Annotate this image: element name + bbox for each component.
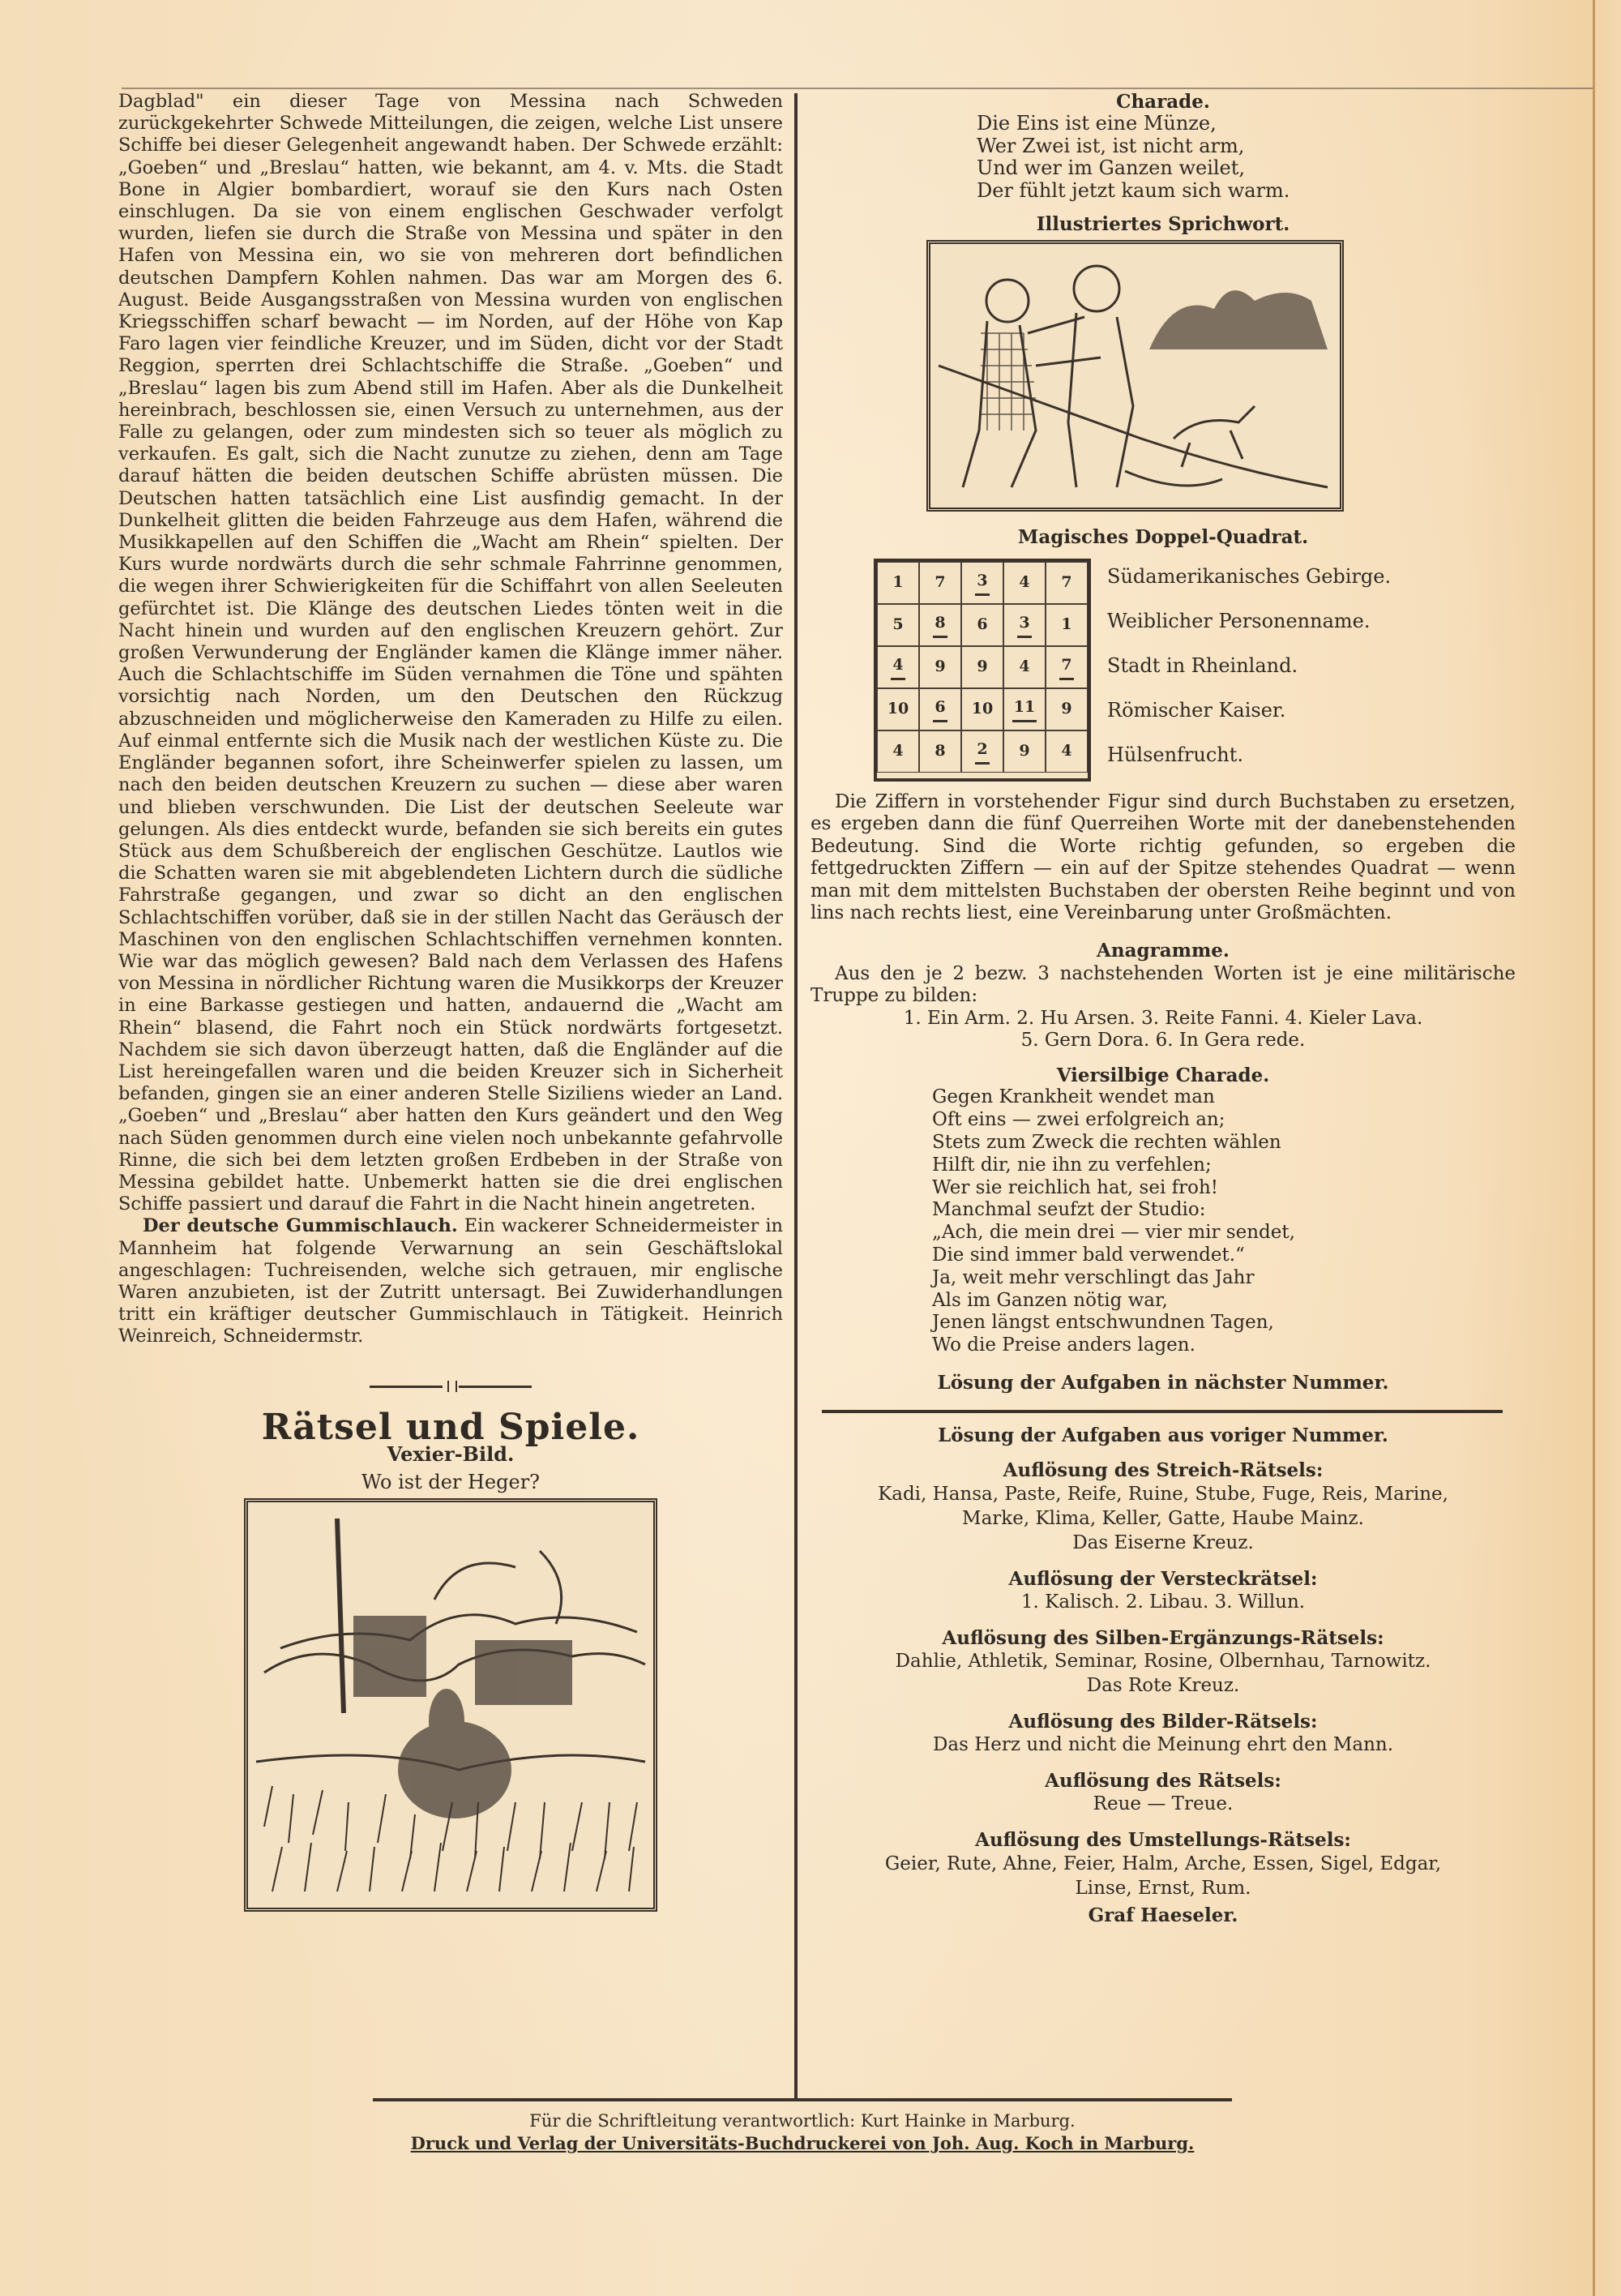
- charade4-line: Stets zum Zweck die rechten wählen: [932, 1132, 1281, 1154]
- magic-square-cell: [919, 688, 961, 730]
- charade4-line: „Ach, die mein drei — vier mir sendet,: [932, 1222, 1295, 1244]
- left-column: [118, 91, 783, 1912]
- charade4-line: Hilft dir, nie ihn zu verfehlen;: [932, 1154, 1212, 1176]
- magic-square-digit: 1: [892, 573, 904, 591]
- magic-square-cell: [877, 730, 919, 773]
- magic-square-cell: [961, 646, 1003, 688]
- bottom-rule: [373, 2098, 1232, 2101]
- magic-square-cell: [1003, 562, 1046, 604]
- vexier-question: Wo ist der Heger?: [361, 1470, 541, 1493]
- magic-square-digit: 4: [892, 742, 904, 760]
- magic-square-digit: 1: [1061, 615, 1072, 633]
- magic-square-digit: 3: [975, 570, 989, 596]
- anagram-title: Anagramme.: [1097, 939, 1230, 962]
- magic-square-explanation: Die Ziffern in vorstehender Figur sind durch Buchstaben zu ersetzen, es ergeben dann die fünf Querreihen Worte mit der danebenstehenden Bedeutung. Sind die Worte richtig gefunden, so ergeben die fettgedruckten Ziffern — ein auf der Spitze stehendes Quadrat — wenn man mit dem mittelsten Buchstaben der obersten Reihe beginnt und von lins nach rechts liest, eine Vereinbarung unter Großmächten.: [810, 790, 1516, 924]
- magic-square-clue: Hülsenfrucht.: [1107, 743, 1244, 766]
- solution-heading: Auflösung des Bilder-Rätsels:: [1008, 1711, 1318, 1733]
- solution-line: 1. Kalisch. 2. Libau. 3. Willun.: [1020, 1591, 1306, 1613]
- magic-square-cell: [1046, 604, 1088, 646]
- charade-line: Wer Zwei ist, ist nicht arm,: [977, 134, 1245, 157]
- magic-square-cell: [1003, 646, 1046, 688]
- solution-line: Linse, Ernst, Rum.: [1075, 1877, 1251, 1899]
- goeben-breslau-article: Dagblad" ein dieser Tage von Messina nach Schweden zurückgekehrter Schwede Mitteilungen, die zeigen, welche List unsere Schiffe bei dieser Gelegenheit angewandt haben. Der Schwede erzählt: „Goeben“ und „Breslau“ hatten, wie bekannt, am 4. v. Mts. die Stadt Bone in Algier bombardiert, worauf sie den Kurs nach Osten einschlugen. Da sie von einem englischen Geschwader verfolgt wurden, liefen sie durch die Straße von Messina und später in den Hafen von Messina ein, wo sie von mehreren dort befindlichen deutschen Dampfern Kohlen nahmen. Das war am Morgen des 6. August. Beide Ausgangsstraßen von Messina wurden von englischen Kriegsschiffen scharf bewacht — im Norden, auf der Höhe von Kap Faro lagen vier feindliche Kreuzer, und im Süden, dicht vor der Stadt Reggion, sperrten drei Schlachtschiffe die Straße. „Goeben“ und „Breslau“ lagen bis zum Abend still im Hafen. Aber als die Dunkelheit hereinbrach, beschlossen sie, einen Versuch zu unternehmen, aus der Falle zu gelangen, oder zum mindesten sich so teuer als möglich zu verkaufen. Es galt, sich die Nacht zunutze zu ziehen, denn am Tage darauf hätten die beiden deutschen Schiffe abrüsten müssen. Die Deutschen hatten tatsächlich eine List ausfindig gemacht. In der Dunkelheit glitten die beiden Fahrzeuge aus dem Hafen, während die Musikkapellen auf den Schiffen die „Wacht am Rhein“ spielten. Der Kurs wurde nordwärts durch die sehr schmale Fahrrinne genommen, die wegen ihrer Schwierigkeiten für die Schiffahrt von allen Seeleuten gefürchtet ist. Die Klänge des deutschen Liedes tönten weit in die Nacht hinein und wurden auf den englischen Kreuzern gehört. Zur großen Verwunderung der Engländer kamen die Klänge immer näher. Auch die Schlachtschiffe im Süden vernahmen die Töne und spähten vorsichtig nach Norden, um den Deutschen den Rückzug abzuschneiden und möglicherweise den Kameraden zu Hilfe zu eilen. Auf einmal entfernte sich die Musik nach der westlichen Küste zu. Die Engländer begannen sofort, ihre Scheinwerfer spielen zu lassen, um nach den beiden deutschen Kreuzern zu suchen — diese aber waren und blieben verschwunden. Die List der deutschen Seeleute war gelungen. Als dies entdeckt wurde, befanden sie sich bereits ein gutes Stück aus dem Schußbereich der englischen Geschütze. Lautlos wie die Schatten waren sie mit abgeblendeten Lichtern durch die südliche Fahrstraße gegangen, und zwar so dicht an den englischen Schlachtschiffen vorüber, daß sie in der stillen Nacht das Geräusch der Maschinen von den englischen Schlachtschiffen vernehmen konnten. Wie war das möglich gewesen? Bald nach dem Verlassen des Hafens von Messina in nördlicher Richtung waren die Musikkorps der Kreuzer in eine Barkasse gestiegen und hatten, andauernd die „Wacht am Rhein“ blasend, die Fahrt noch ein Stück nordwärts fortgesetzt. Nachdem sie sich davon überzeugt hatten, daß die Engländer auf die List hereingefallen waren und die beiden Kreuzer sich in Sicherheit befanden, gingen sie an einer anderen Stelle Siziliens wieder an Land. „Goeben“ und „Breslau“ aber hatten den Kurs geändert und den Weg nach Süden genommen durch eine vielen noch unbekannte gefahrvolle Rinne, die sich bei dem letzten großen Erdbeben in der Straße von Messina gebildet hatte. Unbemerkt hatten sie die drei englischen Schiffe passiert und darauf die Fahrt in die Nacht hinein angetreten.: [118, 91, 783, 1215]
- top-rule: [122, 88, 1593, 89]
- magic-square-cell: [1046, 730, 1088, 773]
- imprint-editor: Für die Schriftleitung verantwortlich: Kurt Hainke in Marburg.: [529, 2111, 1076, 2131]
- magic-square-clue: Stadt in Rheinland.: [1107, 653, 1298, 677]
- magic-square-cell: [1046, 688, 1088, 730]
- section-title: Rätsel und Spiele.: [261, 1406, 640, 1448]
- vexier-title: Vexier-Bild.: [387, 1441, 515, 1466]
- magic-square-title: Magisches Doppel-Quadrat.: [1017, 526, 1309, 549]
- magic-square-grid: [874, 559, 1091, 782]
- magic-square-cell: [877, 688, 919, 730]
- charade4-line: Gegen Krankheit wendet man: [932, 1086, 1215, 1108]
- solution-line: Reue — Treue.: [1093, 1793, 1234, 1815]
- gummischlauch-article: [118, 1215, 783, 1347]
- magic-square-digit: 8: [933, 612, 947, 638]
- charade4-line: Ja, weit mehr verschlingt das Jahr: [932, 1266, 1255, 1288]
- magic-square-digit: 9: [935, 658, 946, 675]
- magic-square-cell: [961, 730, 1003, 773]
- magic-square-digit: 8: [935, 742, 946, 760]
- magic-square-digit: 11: [1012, 696, 1037, 722]
- next-issue-note: Lösung der Aufgaben in nächster Nummer.: [937, 1371, 1389, 1394]
- solution-heading: Auflösung des Rätsels:: [1045, 1770, 1281, 1793]
- magic-square-cell: [1003, 604, 1046, 646]
- right-column: [810, 91, 1516, 1928]
- charade-line: Und wer im Ganzen weilet,: [977, 156, 1246, 180]
- imprint-printer: Druck und Verlag der Universitäts-Buchdruckerei von Joh. Aug. Koch in Marburg.: [410, 2133, 1195, 2153]
- solution-blocks: [810, 1459, 1516, 1927]
- magic-square-clue: Römischer Kaiser.: [1107, 698, 1286, 722]
- charade4-line: Als im Ganzen nötig war,: [932, 1289, 1168, 1311]
- magic-square-cell: [1003, 730, 1046, 773]
- solution-heading: Auflösung des Silben-Ergänzungs-Rätsels:: [942, 1626, 1384, 1649]
- solutions-title: Lösung der Aufgaben aus voriger Nummer.: [938, 1424, 1388, 1447]
- magic-square-cell: [877, 562, 919, 604]
- magic-square-cell: [919, 646, 961, 688]
- magic-square-cell: [919, 562, 961, 604]
- charade-poem: [977, 113, 1516, 202]
- magic-square-digit: 9: [1019, 742, 1030, 760]
- magic-square-clues: [1107, 559, 1391, 782]
- forest-landscape-pheasant-illustration-icon: [244, 1498, 657, 1912]
- anagram-list-2: 5. Gern Dora. 6. In Gera rede.: [1020, 1030, 1306, 1052]
- charade4-line: Manchmal seufzt der Studio:: [932, 1199, 1206, 1221]
- page-edge: [1595, 0, 1621, 2296]
- magic-square-digit: 10: [971, 700, 994, 718]
- magic-square-digit: 7: [1059, 654, 1073, 680]
- imprint: [357, 2110, 1248, 2155]
- magic-square-cell: [1046, 646, 1088, 688]
- charade4-line: Oft eins — zwei erfolgreich an;: [932, 1109, 1225, 1131]
- gummischlauch-title: Der deutsche Gummischlauch.: [143, 1215, 458, 1237]
- magic-square-digit: 9: [977, 658, 988, 675]
- magic-square-cell: [877, 604, 919, 646]
- magic-square-digit: 4: [1061, 742, 1072, 760]
- magic-square-digit: 4: [1019, 573, 1030, 591]
- column-divider: [794, 93, 798, 2100]
- two-men-fighting-dog-sled-illustration-icon: [926, 240, 1344, 512]
- magic-square-digit: 4: [1019, 658, 1030, 675]
- solution-line: Das Eiserne Kreuz.: [1072, 1531, 1254, 1553]
- anagram-intro: Aus den je 2 bezw. 3 nachstehenden Worten ist je eine militärische Truppe zu bilden:: [810, 962, 1516, 1007]
- charade-line: Die Eins ist eine Münze,: [977, 112, 1217, 135]
- magic-square-cell: [961, 562, 1003, 604]
- magic-square-digit: 5: [892, 615, 904, 633]
- magic-square-cell: [877, 646, 919, 688]
- magic-square-digit: 3: [1017, 612, 1031, 638]
- magic-square-digit: 6: [977, 615, 988, 633]
- charade4-poem: [932, 1086, 1516, 1357]
- solution-line: Kadi, Hansa, Paste, Reife, Ruine, Stube, Fuge, Reis, Marine,: [878, 1483, 1448, 1505]
- solution-line: Das Herz und nicht die Meinung ehrt den Mann.: [932, 1734, 1394, 1756]
- magic-square-digit: 4: [891, 654, 905, 680]
- proverb-title: Illustriertes Sprichwort.: [1036, 213, 1290, 236]
- charade-title: Charade.: [1116, 91, 1210, 113]
- ornament-divider-icon: [370, 1384, 532, 1389]
- magic-square: [874, 559, 1516, 782]
- solution-heading: Auflösung des Umstellungs-Rätsels:: [975, 1829, 1351, 1852]
- charade4-title: Viersilbige Charade.: [1056, 1064, 1270, 1087]
- charade-line: Der fühlt jetzt kaum sich warm.: [977, 178, 1290, 202]
- magic-square-digit: 7: [1061, 573, 1072, 591]
- magic-square-digit: 2: [975, 739, 989, 765]
- solutions-rule: [822, 1410, 1503, 1413]
- magic-square-digit: 10: [887, 700, 909, 718]
- solution-heading: Auflösung der Versteckrätsel:: [1008, 1567, 1318, 1590]
- magic-square-clue: Südamerikanisches Gebirge.: [1107, 564, 1392, 588]
- magic-square-cell: [961, 604, 1003, 646]
- magic-square-clue: Weiblicher Personenname.: [1107, 609, 1371, 632]
- gummischlauch-text: Ein wackerer Schneidermeister in Mannheim hat folgende Verwarnung an sein Geschäftslokal angeschlagen: Tuchreisenden, welche sich getrauen, mir englische Waren anzubieten, ist der Zutritt untersagt. Bei Zuwiderhandlungen tritt ein kräftiger deutscher Gummischlauch in Tätigkeit. Heinrich Weinreich, Schneidermstr.: [118, 1215, 784, 1347]
- magic-square-cell: [919, 730, 961, 773]
- anagram-list-1: 1. Ein Arm. 2. Hu Arsen. 3. Reite Fanni. 4. Kieler Lava.: [903, 1007, 1423, 1029]
- magic-square-digit: 9: [1061, 700, 1072, 718]
- magic-square-digit: 6: [933, 696, 947, 722]
- magic-square-digit: 7: [935, 573, 946, 591]
- solution-line: Dahlie, Athletik, Seminar, Rosine, Olbernhau, Tarnowitz.: [895, 1651, 1431, 1672]
- charade4-line: Jenen längst entschwundnen Tagen,: [932, 1312, 1274, 1334]
- magic-square-cell: [919, 604, 961, 646]
- charade4-line: Die sind immer bald verwendet.“: [932, 1244, 1245, 1266]
- solution-heading: Auflösung des Streich-Rätsels:: [1003, 1459, 1324, 1482]
- solution-line: Das Rote Kreuz.: [1086, 1675, 1240, 1696]
- magic-square-cell: [1003, 688, 1046, 730]
- solution-line: Geier, Rute, Ahne, Feier, Halm, Arche, Essen, Sigel, Edgar,: [884, 1853, 1442, 1874]
- magic-square-cell: [961, 688, 1003, 730]
- charade4-line: Wo die Preise anders lagen.: [932, 1334, 1195, 1356]
- magic-square-cell: [1046, 562, 1088, 604]
- solution-line: Marke, Klima, Keller, Gatte, Haube Mainz.: [962, 1507, 1364, 1529]
- charade4-line: Wer sie reichlich hat, sei froh!: [932, 1176, 1219, 1198]
- solution-line: Graf Haeseler.: [1088, 1904, 1238, 1926]
- page-fold-line: [1593, 0, 1595, 2296]
